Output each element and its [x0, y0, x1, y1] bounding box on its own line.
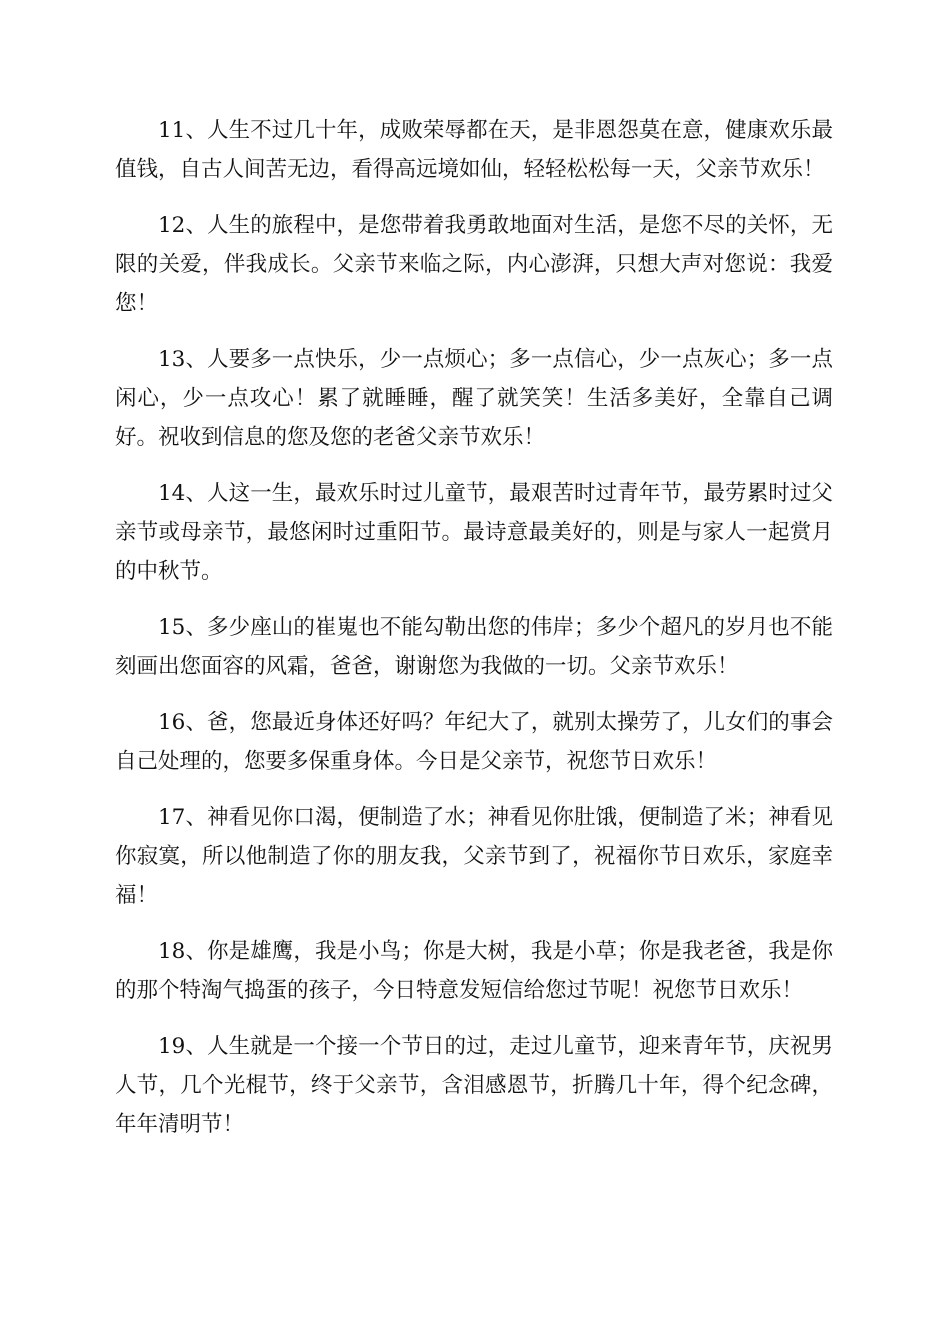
- paragraph-14: 14、人这一生，最欢乐时过儿童节，最艰苦时过青年节，最劳累时过父亲节或母亲节，最悠闲时过重阳节。最诗意最美好的，则是与家人一起赏月的中秋节。: [115, 481, 833, 584]
- paragraph-19: 19、人生就是一个接一个节日的过，走过儿童节，迎来青年节，庆祝男人节，几个光棍节，终于父亲节，含泪感恩节，折腾几十年，得个纪念碑，年年清明节！: [115, 1034, 833, 1137]
- paragraph-17: 17、神看见你口渴，便制造了水；神看见你肚饿，便制造了米；神看见你寂寞，所以他制造了你的朋友我，父亲节到了，祝福你节日欢乐，家庭幸福！: [115, 805, 833, 908]
- paragraph-11: 11、人生不过几十年，成败荣辱都在天，是非恩怨莫在意，健康欢乐最值钱，自古人间苦无边，看得高远境如仙，轻轻松松每一天，父亲节欢乐！: [115, 118, 833, 182]
- paragraph-13: 13、人要多一点快乐，少一点烦心；多一点信心，少一点灰心；多一点闲心，少一点攻心！累了就睡睡，醒了就笑笑！生活多美好，全靠自己调好。祝收到信息的您及您的老爸父亲节欢乐！: [115, 347, 833, 450]
- paragraph-12: 12、人生的旅程中，是您带着我勇敢地面对生活，是您不尽的关怀，无限的关爱，伴我成长。父亲节来临之际，内心澎湃，只想大声对您说：我爱您！: [115, 213, 833, 316]
- paragraph-16: 16、爸，您最近身体还好吗？年纪大了，就别太操劳了，儿女们的事会自己处理的，您要多保重身体。今日是父亲节，祝您节日欢乐！: [115, 710, 833, 774]
- document-page: [115, 111, 833, 1161]
- paragraph-18: 18、你是雄鹰，我是小鸟；你是大树，我是小草；你是我老爸，我是你的那个特淘气捣蛋的孩子，今日特意发短信给您过节呢！祝您节日欢乐！: [115, 939, 833, 1003]
- paragraph-15: 15、多少座山的崔嵬也不能勾勒出您的伟岸；多少个超凡的岁月也不能刻画出您面容的风霜，爸爸，谢谢您为我做的一切。父亲节欢乐！: [115, 615, 833, 679]
